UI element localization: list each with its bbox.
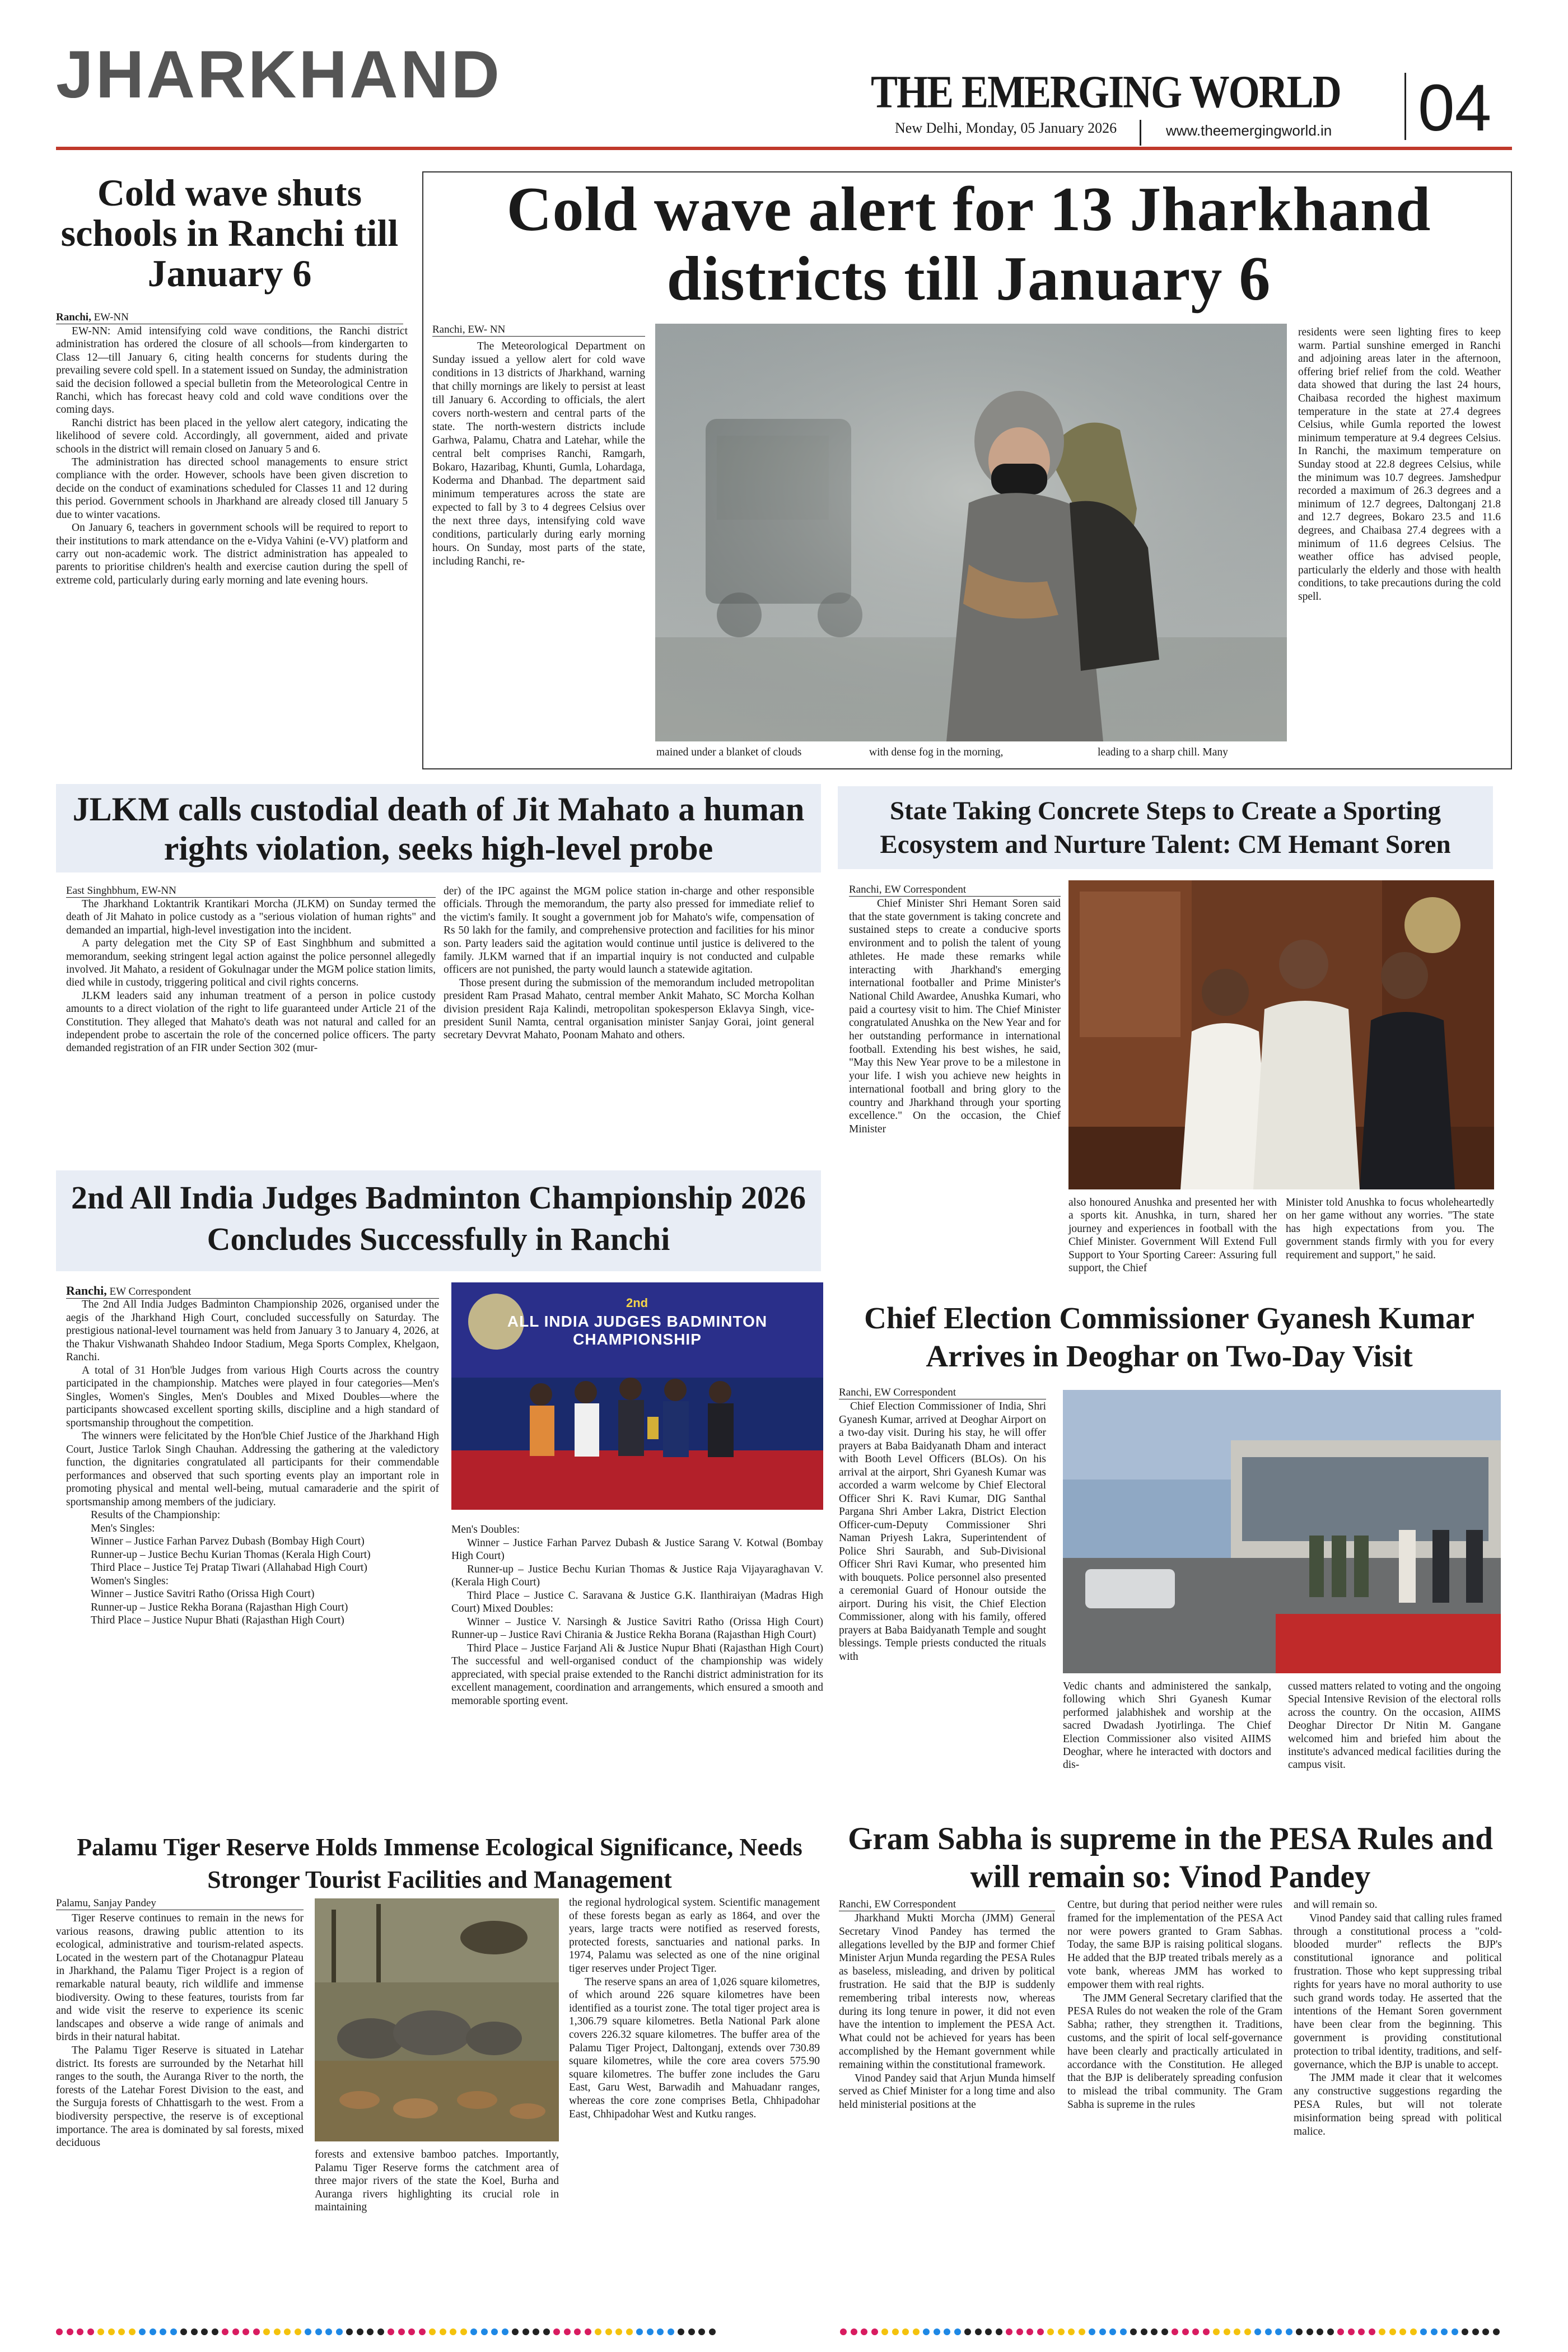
registration-dot [460,2328,467,2335]
registration-dot [668,2328,674,2335]
cec-airport-image [1063,1390,1501,1673]
registration-dot [574,2328,581,2335]
registration-dot [419,2328,426,2335]
registration-dot [315,2328,322,2335]
body-badminton-col2: Men's Doubles: Winner – Justice Farhan Parvez Dubash & Justice Sarang V. Kotwal (Bombay High Court) Runner-up – Justice Bechu Kurian Thomas & Justice Raja Vijayaraghavan V. (Kerala High Court) Third Place – Justice C. Saravana & Justice G.K. Ilanthiraiyan (Madras High Court) Mixed Doubles: Winner – Justice V. Narsingh & Justice Savitri Ratho (Orissa High Court) Runner-up – Justice Ravi Chirania & Justice Rekha Borana (Rajasthan High Court) Third Place – Justice Farjand Ali & Justice Nupur Bhati (Rajasthan High Court) The successful and well-organised conduct of the championship was widely appreciated, with special praise extended to the Ranchi district administration for its excellent management, coordination and arrangements, which ensured a smooth and memorable sporting event. [451,1524,823,1707]
registration-dot [170,2328,177,2335]
registration-dot [923,2328,930,2335]
registration-dot [564,2328,571,2335]
registration-dot [470,2328,477,2335]
registration-dot [944,2328,950,2335]
registration-dot [1016,2328,1023,2335]
registration-dot [678,2328,684,2335]
registration-dot [398,2328,405,2335]
registration-dot [1410,2328,1417,2335]
registration-dot [180,2328,187,2335]
registration-dot [1006,2328,1012,2335]
body-schools: EW-NN: Amid intensifying cold wave conditions, the Ranchi district administration has ordered the closure of all schools—from kindergarten to Class 12—till January 6, citing health concerns for students during the prevailing severe cold spell. In a statement issued on Sunday, the administration said the decision followed a special bulletin from the Meteorological Centre in Ranchi, which has forecast heavy cold and cold wave conditions over the coming days. Ranchi district has been placed in the yellow alert category, indicating the likelihood of severe cold. Accordingly, all government, aided and private schools in the district will remain closed on January 5 and 6. The administration has directed school managements to ensure strict compliance with the order. However, schools have been given discretion to decide on the conduct of examinations scheduled for Classes 11 and 12 during this period. Government schools in Jharkhand are already closed till January 5 due to winter vacations. On January 6, teachers in government schools will be required to report to their institutions to mark attendance on the e-Vidya Vahini (e-VV) platform and carry out non-academic work. The district administration has appealed to parents to prioritise children's health and exercise caution during the spell of extreme cold, particularly during early morning and late evening hours. [56,325,408,586]
page-number: 04 [1418,71,1492,145]
banner-title: ALL INDIA JUDGES BADMINTON CHAMPIONSHIP [507,1313,768,1348]
registration-dot [1493,2328,1500,2335]
registration-dot [1026,2328,1033,2335]
registration-dot [1213,2328,1220,2335]
registration-dot [1420,2328,1427,2335]
registration-dot [512,2328,519,2335]
registration-dot [295,2328,301,2335]
registration-dot [1234,2328,1240,2335]
registration-dot [284,2328,291,2335]
masthead: THE EMERGING WORLD [871,66,1341,118]
registration-dot [429,2328,436,2335]
registration-dot [1286,2328,1292,2335]
byline-badminton: Ranchi, EW Correspondent [66,1285,439,1299]
registration-dot [1462,2328,1468,2335]
headline-cec: Chief Election Commissioner Gyanesh Kumar Arrives in Deoghar on Two-Day Visit [864,1301,1474,1373]
registration-dot [1089,2328,1095,2335]
registration-dot [851,2328,857,2335]
registration-dot [108,2328,115,2335]
photo-palamu-wildlife [315,1898,559,2141]
registration-dot [502,2328,508,2335]
registration-dot [626,2328,633,2335]
registration-dot [232,2328,239,2335]
headline-coldwave: Cold wave alert for 13 Jharkhand districts till January 6 [506,175,1431,314]
banner-edition: 2nd [626,1296,648,1310]
registration-dot [1327,2328,1334,2335]
registration-dot [1109,2328,1116,2335]
registration-dot [450,2328,456,2335]
headline-palamu: Palamu Tiger Reserve Holds Immense Ecological Significance, Needs Stronger Tourist Facilities and Management [77,1833,802,1893]
registration-dot [1441,2328,1448,2335]
registration-dot [871,2328,878,2335]
registration-dot [1254,2328,1261,2335]
body-coldwave-strip1: mained under a blanket of clouds [656,746,802,758]
cold-wave-image [655,324,1287,741]
registration-dot [1482,2328,1489,2335]
registration-dot [305,2328,311,2335]
body-sports-col1: Chief Minister Shri Hemant Soren said that the state government is taking concrete and sustained steps to create a conducive sports environment and to polish the talent of young athletes. He made these remarks while interacting with Jharkhand's emerging international footballer and Prime Minister's National Child Awardee, Anushka Kumari, who paid a courtesy visit to him. The Chief Minister congratulated Anushka on the New Year and for her outstanding performance in international football. Extending his best wishes, he said, "May this New Year prove to be a milestone in your life. I wish you achieve new heights in international football and bring glory to the country and Jharkhand through your sporting excellence." On the occasion, the Chief Minister [849,898,1061,1135]
registration-dot [1172,2328,1178,2335]
byline-jlkm: East Singhbhum, EW-NN [66,885,436,898]
registration-dot [1192,2328,1199,2335]
registration-dot [1265,2328,1272,2335]
registration-dot [1130,2328,1137,2335]
page-number-divider [1404,73,1406,140]
headline-jlkm: JLKM calls custodial death of Jit Mahato a human rights violation, seeks high-level probe [72,791,805,867]
registration-dot [1452,2328,1458,2335]
registration-dot [1151,2328,1158,2335]
registration-dot [191,2328,198,2335]
body-cec-col3: cussed matters related to voting and the ongoing Special Intensive Revision of the electoral rolls across the country. On the occasion, AIIMS Deoghar Director Dr Nitin M. Gangane welcomed him and briefed him about the institute's advanced medical facilities during the campus visit. [1288,1681,1501,1771]
registration-dot [595,2328,601,2335]
registration-dot [56,2328,63,2335]
body-pesa-col3: and will remain so. Vinod Pandey said that calling rules framed through a constitutional process a "cold-blooded murder" reflects the BJP's constitutional ignorance and political frustration. Those who kept suppressing tribal rights for years have no moral authority to use such grand words today. He asserted that the intentions of the Hemant Soren government have been clear from the beginning. This government is providing constitutional protection to tribal identity, traditions, and self-governance, which the BJP is unable to accept. The JMM made it clear that it welcomes any constructive suggestions regarding the PESA Rules, but will not tolerate misinformation being spread with political malice. [1294,1899,1502,2138]
registration-dot [1203,2328,1210,2335]
registration-dot [1389,2328,1396,2335]
registration-dot [996,2328,1002,2335]
registration-dot [657,2328,664,2335]
byline-sports: Ranchi, EW Correspondent [849,884,1061,897]
registration-dot [1182,2328,1189,2335]
registration-dot [1348,2328,1355,2335]
header-rule [56,147,1512,150]
registration-dot [964,2328,971,2335]
registration-dot [1358,2328,1365,2335]
body-jlkm-col2: der) of the IPC against the MGM police station in-charge and other responsible officials. Through the memorandum, the party also pressed for immediate relief to the victim's family. It sought a government job for Mahato's wife, compensation of Rs 50 lakh for the family, and comprehensive protection and facilities for his minor son. Party leaders said the agitation would continue until justice is delivered to the family. JLKM warned that if an impartial inquiry is not conducted and culpable officers are not punished, the party would launch a statewide agitation. Those present during the submission of the memorandum included metropolitan president Ram Prasad Mahato, central member Ankit Mahato, SC Morcha Kolhan division president Raja Kalindi, metropolitan spokesperson Eklavya Singh, vice-president Sunil Namta, central organisation minister Sanjay Gorai, joint general secretary Devvrat Mahato, Poonam Mahato and others. [444,885,814,1042]
body-coldwave-col1: The Meteorological Department on Sunday issued a yellow alert for cold wave conditions in 13 districts of Jharkhand, warning that chilly mornings are likely to persist at least till January 6. According to officials, the alert covers north-western and central parts of the state. The north-western districts include Garhwa, Palamu, Chatra and Latehar, while the central belt comprises Ranchi, Ramgarh, Bokaro, Hazaribag, Khunti, Gumla, Lohardaga, Koderma and Dhanbad. The department said minimum temperatures across the state are expected to fall by 3 to 4 degrees Celsius over the next three days, intensifying cold wave conditions, particularly during early morning hours. On Sunday, most parts of the state, including Ranchi, re- [432,340,645,567]
body-pesa-col1: Jharkhand Mukti Morcha (JMM) General Secretary Vinod Pandey has termed the allegations levelled by the BJP and former Chief Minister Arjun Munda regarding the PESA Rules as baseless, misleading, and driven by political frustration. He said that the BJP is suddenly remembering tribal interests now, whereas during its long tenure in power, it did not even have the intention to implement the PESA Act. What could not be achieved for years has been accomplished by the Hemant government while remaining within the constitutional framework. Vinod Pandey said that Arjun Munda himself served as Chief Minister for a long time and also held ministerial positions at the [839,1912,1055,2111]
registration-dot [242,2328,249,2335]
registration-dots-left [56,2328,728,2335]
body-sports-col2: also honoured Anushka and presented her with a sports kit. Anushka, in turn, shared her journey and experiences in football with the Chief Minister. Government Will Extend Full Support to Your Sporting Career: Assuring full support, the Chief [1068,1197,1277,1275]
registration-dot [1047,2328,1054,2335]
photo-cm-anushka [1068,880,1494,1189]
coldwave-col1-wrap [432,324,647,568]
registration-dot [522,2328,529,2335]
registration-dot [709,2328,716,2335]
headline-sports: State Taking Concrete Steps to Create a Sporting Ecosystem and Nurture Talent: CM Hemant Soren [880,796,1451,859]
registration-dot [481,2328,488,2335]
byline-palamu: Palamu, Sanjay Pandey [56,1897,304,1910]
registration-dot [491,2328,498,2335]
registration-dot [1244,2328,1251,2335]
body-coldwave-strip2: with dense fog in the morning, [869,746,1004,758]
registration-dot [1296,2328,1303,2335]
registration-dot [913,2328,920,2335]
registration-dot [1058,2328,1065,2335]
website[interactable]: www.theemergingworld.in [1166,122,1332,139]
registration-dot [615,2328,622,2335]
palamu-wildlife-image [315,1898,559,2141]
photo-badminton [451,1282,823,1510]
body-sports-col3: Minister told Anushka to focus wholeheartedly on her game without any worries. "The state has high expectations from you. The government stands firmly with you for every requirement and support," he said. [1286,1197,1494,1261]
headline-schools: Cold wave shuts schools in Ranchi till January 6 [60,171,399,295]
registration-dot [388,2328,394,2335]
registration-dot [274,2328,281,2335]
registration-dot [1337,2328,1344,2335]
registration-dot [346,2328,353,2335]
registration-dot [1161,2328,1168,2335]
body-palamu-col3: the regional hydrological system. Scientific management of these forests began as early as 1864, and over the years, large tracts were notified as reserved forests, protected forests, sanctuaries and national parks. In 1974, Palamu was selected as one of the nine original tiger reserves under Project Tiger. The reserve spans an area of 1,026 square kilometres, of which around 226 square kilometres have been identified as a tourist zone. The total tiger project area is 1,306.79 square kilometres. Betla National Park alone covers 226.32 square kilometres. The buffer area of the Palamu Tiger Project, Daltonganj, extends over 730.89 square kilometres, while the core area covers 575.90 square kilometres. The buffer zone includes the Garu East, Garu West, Barwadih and Mahuadanr ranges, whereas the core zone comprises Betla, Chhipadohar East, Chhipadohar West and Kutku ranges. [569,1897,820,2120]
photo-cold-wave [655,324,1287,741]
registration-dot [150,2328,156,2335]
registration-dot [1141,2328,1147,2335]
registration-dot [1068,2328,1075,2335]
body-palamu-col2: forests and extensive bamboo patches. Importantly, Palamu Tiger Reserve forms the catchment area of three major rivers of the state the Koel, Burha and Auranga rivers highlighting its crucial role in maintaining [315,2149,559,2214]
registration-dot [1379,2328,1385,2335]
byline-coldwave: Ranchi, EW- NN [432,324,645,337]
body-coldwave-right: residents were seen lighting fires to keep warm. Partial sunshine emerged in Ranchi and adjoining areas later in the afternoon, offering brief relief from the cold. Weather data showed that during the last 24 hours, Chaibasa recorded the highest maximum temperature in the state at 27.4 degrees Celsius, while Gumla reported the lowest minimum temperature at 9.4 degrees Celsius. In Ranchi, the maximum temperature on Sunday stood at 22.8 degrees Celsius, while the minimum was 10.7 degrees. Jamshedpur recorded a maximum of 26.3 degrees and a minimum of 12.7 degrees, Daltonganj 21.8 and 12.7 degrees, Bokaro 23.5 and 11.6 degrees, and Chaibasa 27.4 degrees with a minimum of 11.6 degrees Celsius. The weather office has advised people, particularly the elderly and those with health conditions, to take precautions during the cold spell. [1298,326,1501,603]
registration-dot [212,2328,218,2335]
body-coldwave-strip3: leading to a sharp chill. Many [1098,746,1228,758]
body-pesa-col2: Centre, but during that period neither were rules framed for the implementation of the PESA Act nor were powers granted to Gram Sabhas. Today, the same BJP is raising political slogans. He added that the BJP treated tribals merely as a vote bank, whereas JMM has worked to empower them with real rights. The JMM General Secretary clarified that the PESA Rules do not weaken the role of the Gram Sabha; rather, they strengthen it. Traditions, customs, and the spirit of local self-governance have been clearly and practically articulated in accordance with the Constitution. He alleged that the BJP is deliberately spreading confusion to mislead the tribal community. The Gram Sabha is supreme in the rules [1067,1899,1282,2111]
registration-dot [840,2328,847,2335]
registration-dot [1275,2328,1282,2335]
registration-dot [129,2328,136,2335]
registration-dot [553,2328,560,2335]
registration-dot [440,2328,446,2335]
registration-dot [377,2328,384,2335]
cm-anushka-image [1068,880,1494,1189]
registration-dot [118,2328,125,2335]
registration-dot [325,2328,332,2335]
registration-dot [861,2328,867,2335]
registration-dot [543,2328,550,2335]
registration-dot [77,2328,83,2335]
registration-dot [934,2328,940,2335]
headline-pesa: Gram Sabha is supreme in the PESA Rules and will remain so: Vinod Pandey [848,1821,1493,1894]
registration-dot [201,2328,208,2335]
registration-dot [139,2328,146,2335]
registration-dot [253,2328,260,2335]
body-badminton-col1: The 2nd All India Judges Badminton Championship 2026, organised under the aegis of the Jharkhand High Court, concluded successfully on Saturday. The prestigious national-level tournament was held from January 3 to January 4, 2026, at the Thakur Vishwanath Shahdeo Indoor Stadium, Mega Sports Complex, Khelgaon, Ranchi. A total of 31 Hon'ble Judges from various High Courts across the country participated in the championship. Matches were played in four categories—Men's Singles, Women's Singles, Men's Doubles and Mixed Doubles—where the participants showcased excellent sporting skills, discipline and a high standard of sportsmanship throughout the competition. The winners were felicitated by the Hon'ble Chief Justice of the Jharkhand High Court, Justice Tarlok Singh Chauhan. Addressing the gathering at the valedictory function, the dignitaries congratulated all participants for their commendable performances and observed that such sporting events play an important role in promoting physical and mental well-being, mutual camaraderie and the spirit of sportsmanship among members of the judiciary. Results of the Championship: Men's Singles: Winner – Justice Farhan Parvez Dubash (Bombay High Court) Runner-up – Justice Bechu Kurian Thomas (Kerala High Court) Third Place – Justice Tej Pratap Tiwari (Allahabad High Court) Women's Singles: Winner – Justice Savitri Ratho (Orissa High Court) Runner-up – Justice Rekha Borana (Rajasthan High Court) Third Place – Justice Nupur Bhati (Rajasthan High Court) [66,1299,439,1626]
registration-dot [1317,2328,1323,2335]
registration-dot [533,2328,539,2335]
registration-dot [1079,2328,1085,2335]
registration-dot [67,2328,73,2335]
registration-dot [1037,2328,1044,2335]
registration-dot [263,2328,270,2335]
byline-pesa: Ranchi, EW Correspondent [839,1898,1055,1911]
byline-schools: Ranchi, EW-NN [56,311,403,324]
body-cec-col2: Vedic chants and administered the sankalp, following which Shri Gyanesh Kumar performed jalabhishek and worship at the sacred Dwadash Jyotirlinga. The Chief Election Commissioner also visited AIIMS Deoghar, where he interacted with doctors and dis- [1063,1681,1271,1771]
registration-dot [605,2328,612,2335]
registration-dot [954,2328,961,2335]
registration-dot [336,2328,343,2335]
body-jlkm-col1: The Jharkhand Loktantrik Krantikari Morcha (JLKM) on Sunday termed the death of Jit Mahato in police custody as a "serious violation of human rights" and demanded an impartial, high-level investigation into the incident. A party delegation met the City SP of East Singhbhum and submitted a memorandum, seeking stringent legal action against the police personnel allegedly involved. Jit Mahato, a resident of Gokulnagar under the MGM police station limits, died while in custody, triggering political and civil rights concerns. JLKM leaders said any inhuman treatment of a person in police custody amounts to a direct violation of the right to life guaranteed under Article 21 of the Constitution. They alleged that Mahato's death was not natural and called for an independent probe to ascertain the role of the concerned police officers. The party demanded registration of an FIR under Section 302 (mur- [66,898,436,1054]
byline-cec: Ranchi, EW Correspondent [839,1387,1046,1399]
registration-dot [1369,2328,1375,2335]
headline-badminton: 2nd All India Judges Badminton Championship 2026 Concludes Successfully in Ranchi [71,1179,806,1257]
registration-dots-right [840,2328,1512,2335]
registration-dot [408,2328,415,2335]
registration-dot [585,2328,591,2335]
registration-dot [1120,2328,1127,2335]
registration-dot [367,2328,374,2335]
registration-dot [1399,2328,1406,2335]
body-palamu-col1: Tiger Reserve continues to remain in the news for various reasons, drawing public attention to its ecological, administrative and tourism-related aspects. Located in the western part of the Chotanagpur Plateau in Jharkhand, the Palamu Tiger Project is a region of remarkable natural beauty, rich wildlife and immense biodiversity. Owing to these features, tourists from far and wide visit the reserve to experience its scenic landscapes and observe a wide range of animals and birds in their natural habitat. The Palamu Tiger Reserve is situated in Latehar district. Its forests are surrounded by the Netarhat hill ranges to the south, the Auranga River to the north, the forests of the Latehar Forest Division to the east, and the Surguja forests of Chhattisgarh to the west. From a biodiversity perspective, the reserve is of exceptional importance. The area is dominated by sal forests, mixed deciduous [56,1912,304,2149]
registration-dot [698,2328,705,2335]
registration-dot [160,2328,166,2335]
registration-dot [1224,2328,1230,2335]
registration-dot [688,2328,695,2335]
registration-dot [222,2328,228,2335]
dateline-divider [1140,120,1141,146]
registration-dot [647,2328,654,2335]
registration-dot [985,2328,992,2335]
registration-dot [97,2328,104,2335]
registration-dot [1472,2328,1479,2335]
registration-dot [975,2328,982,2335]
dateline: New Delhi, Monday, 05 January 2026 [895,120,1117,136]
body-cec-col1: Chief Election Commissioner of India, Shri Gyanesh Kumar, arrived at Deoghar Airport on a two-day visit. During his stay, he will offer prayers at Baba Baidyanath Dham and interact with Booth Level Officers (BLOs). On his arrival at the airport, Shri Gyanesh Kumar was accorded a warm welcome by Chief Electoral Officer Shri K. Ravi Kumar, DIG Santhal Pargana Shri Amber Lakra, District Election Officer-cum-Deputy Commissioner Shri Naman Priyesh Lakra, Superintendent of Police Shri Saurabh, and Sub-Divisional Officer Shri Ravi Kumar, who presented him with bouquets. Police personnel also presented a ceremonial Guard of Honour outside the airport. During his visit, the Chief Election Commissioner, along with his family, offered prayers at Baba Baidyanath Temple and sought blessings. Temple priests conducted the rituals with [839,1401,1046,1663]
registration-dot [902,2328,909,2335]
registration-dot [1099,2328,1106,2335]
registration-dot [1431,2328,1438,2335]
registration-dot [357,2328,363,2335]
registration-dot [87,2328,94,2335]
registration-dot [636,2328,643,2335]
registration-dot [892,2328,899,2335]
registration-dot [881,2328,888,2335]
registration-dot [1306,2328,1313,2335]
section-title: JHARKHAND [56,37,502,112]
photo-cec-airport [1063,1390,1501,1673]
